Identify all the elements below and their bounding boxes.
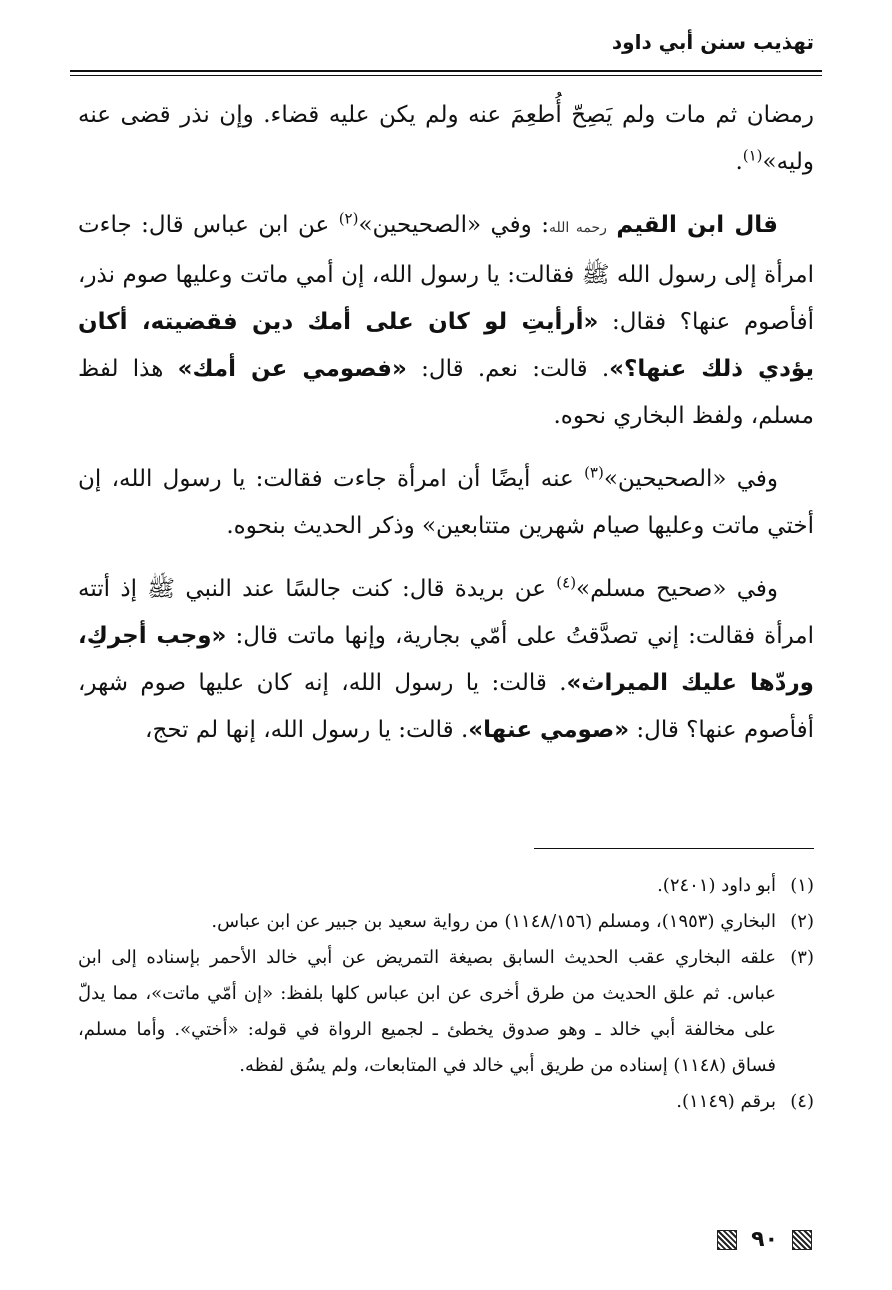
paragraph-text: هذا لفظ مسلم، ولفظ البخاري نحوه. [78,356,814,429]
paragraph-text: رمضان ثم مات ولم يَصِحّ أُطعِمَ عنه ولم يكن عليه قضاء. وإن نذر قضى عنه وليه» [78,102,814,175]
ornament-icon [792,1230,812,1250]
header-rule [70,70,822,72]
footnote-number: (٢) [790,911,814,932]
paragraph-text: . قالت: يا رسول الله، إنها لم تحج، [145,717,469,743]
honorific: رحمه الله [548,220,607,236]
paragraph-continuation [78,92,814,186]
header-rule-thin [70,75,822,76]
footnote-ref-4[interactable]: (٤) [556,573,577,592]
footnote-separator [534,848,814,849]
paragraph-text: . قالت: نعم. قال: [406,356,610,382]
paragraph-text: عنه أيضًا أن امرأة جاءت فقالت: يا رسول الله، إن أختي ماتت وعليها صيام شهرين متتابعين» وذكر الحديث بنحوه. [78,466,814,539]
paragraph-sahih-muslim [78,566,814,754]
footnote-item [78,904,814,940]
ornament-icon [717,1230,737,1250]
footnote-item [78,940,814,1084]
page-number: ٩٠ [751,1227,778,1252]
page-folio [717,1227,812,1252]
hadith-quote: «وجب أجركِ، وردّها عليك الميراث» [78,623,814,696]
footnote-ref-3[interactable]: (٣) [584,463,604,482]
paragraph-sahihayn [78,456,814,550]
footnote-item [78,868,814,904]
footnote-ref-2[interactable]: (٢) [338,209,359,228]
author-label: قال ابن القيم [616,212,778,238]
running-head-title: تهذيب سنن أبي داود [611,30,814,54]
hadith-quote: «فصومي عن أمك» [177,356,407,382]
footnote-ref-1[interactable]: (١) [742,146,763,165]
footnote-text: برقم (١١٤٩). [676,1091,776,1112]
paragraph-text: وفي «صحيح مسلم» [576,576,778,602]
hadith-quote: «صومي عنها» [468,717,630,743]
footnote-text: علقه البخاري عقب الحديث السابق بصيغة التمريض عن أبي خالد الأحمر بإسناده إلى ابن عباس. ثم علق الحديث من طرق أخرى عن ابن عباس كلها بلفظ: «إن أمّي ماتت»، مما يدلّ على مخالفة أبي خالد ـ وهو صدوق يخطئ ـ لجميع الرواة في قوله: «أختي». وأما مسلم، فساق (١١٤٨) إسناده من طريق أبي خالد في المتابعات، ولم يسُق لفظه. [78,947,776,1076]
paragraph-end: . [735,149,743,175]
hadith-quote: «أرأيتِ لو كان على أمك دين فقضيته، أكان يؤدي ذلك عنها؟» [78,309,814,382]
footnotes [78,868,814,1120]
paragraph-text: وفي «الصحيحين» [603,466,778,492]
paragraph-text: عن ابن عباس قال: جاءت امرأة إلى رسول الله ﷺ فقالت: يا رسول الله، إن أمي ماتت وعليها صوم نذر، أفأصوم عنها؟ فقال: [78,212,814,335]
footnote-item [78,1084,814,1120]
paragraph-text: : وفي «الصحيحين» [358,212,549,238]
footnote-number: (١) [790,875,814,896]
footnote-number: (٣) [790,947,814,968]
paragraph-text: عن بريدة قال: كنت جالسًا عند النبي ﷺ إذ أتته امرأة فقالت: إني تصدَّقتُ على أمّي بجارية، وإنها ماتت قال: [78,576,814,649]
paragraph-ibn-qayyim [78,202,814,440]
main-text [78,92,814,770]
footnote-number: (٤) [790,1091,814,1112]
paragraph-text: . قالت: يا رسول الله، إنه كان عليها صوم شهر، أفأصوم عنها؟ قال: [78,670,814,743]
footnote-text: البخاري (١٩٥٣)، ومسلم (١١٤٨/١٥٦) من رواية سعيد بن جبير عن ابن عباس. [211,911,776,932]
footnote-text: أبو داود (٢٤٠١). [657,875,776,896]
